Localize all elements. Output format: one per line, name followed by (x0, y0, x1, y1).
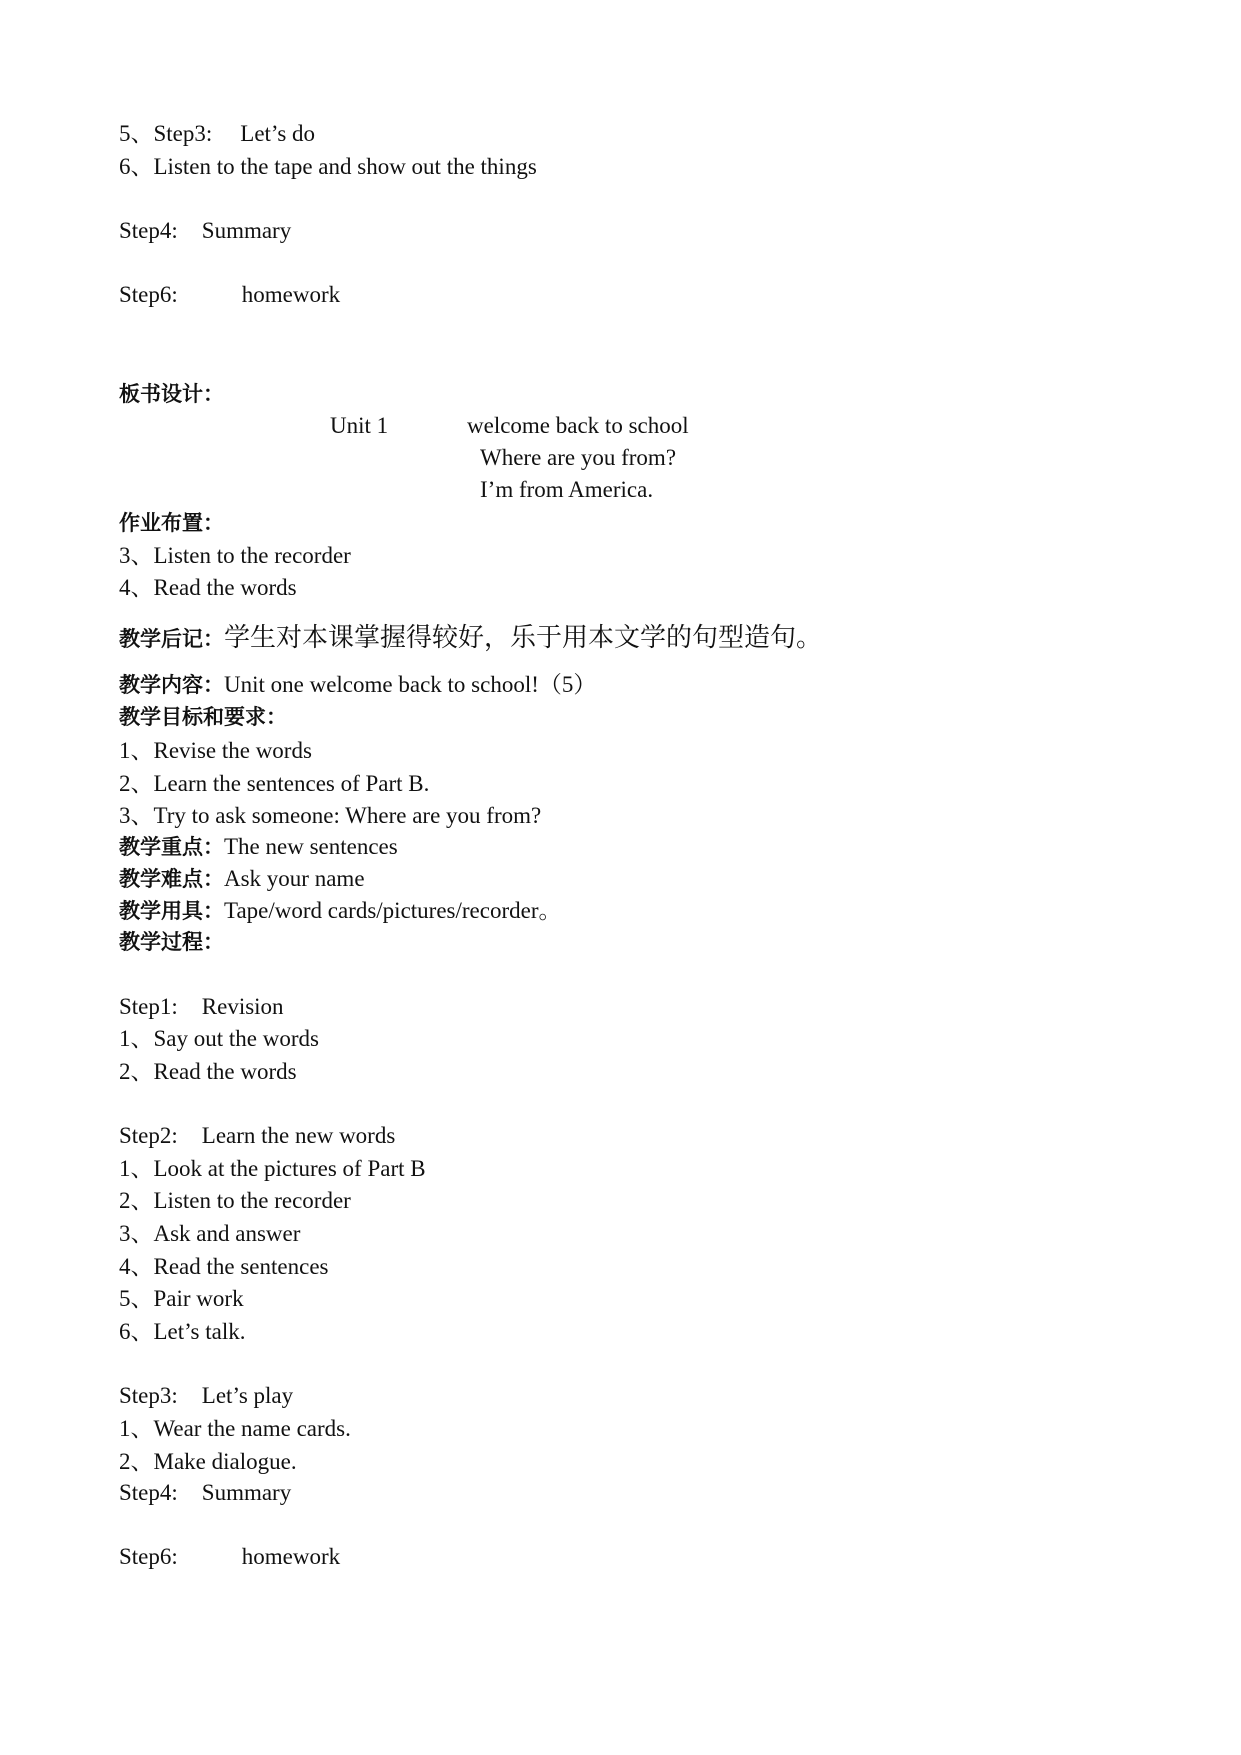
reflection-line (119, 619, 822, 657)
line-step3-lets-do (119, 118, 315, 150)
goal-item (119, 800, 541, 832)
step2-item (119, 1185, 351, 1217)
step-label: Step3: (119, 1383, 178, 1408)
item-number: 4、 (119, 575, 154, 600)
item-text: Wear the name cards. (153, 1416, 351, 1441)
item-number: 1、 (119, 738, 154, 763)
item-number: 1、 (119, 1416, 154, 1441)
line-step3-play (119, 1380, 293, 1412)
item-number: 3、 (119, 803, 154, 828)
item-number: 6、 (119, 1319, 154, 1344)
step1-item (119, 1056, 297, 1088)
item-number: 4、 (119, 1254, 154, 1279)
item-text: Listen to the recorder (153, 1188, 351, 1213)
item-text: Read the sentences (153, 1254, 329, 1279)
item-text: Listen to the recorder (153, 543, 351, 568)
key-text: The new sentences (224, 834, 398, 859)
board-unit: Unit 1 (330, 413, 389, 438)
goal-item (119, 768, 429, 800)
step-label: Step1: (119, 994, 178, 1019)
line-step4-summary (119, 215, 291, 247)
homework-item (119, 572, 297, 604)
step-label: Step2: (119, 1123, 178, 1148)
item-text: Revise the words (153, 738, 312, 763)
line-step4-summary-2 (119, 1477, 291, 1509)
step-text: Summary (201, 1480, 292, 1505)
step-text: Learn the new words (201, 1123, 396, 1148)
item-number: 5、 (119, 121, 154, 146)
step-label: Step3: (153, 121, 213, 146)
item-text: Try to ask someone: Where are you from? (153, 803, 542, 828)
board-answer: I’m from America. (480, 477, 654, 502)
reflection-label: 教学后记： (119, 627, 224, 651)
item-number: 2、 (119, 1449, 154, 1474)
item-text: Pair work (153, 1286, 244, 1311)
step2-item (119, 1218, 300, 1250)
step-text: Summary (201, 218, 292, 243)
difficult-point-line (119, 863, 365, 895)
tools-label: 教学用具： (119, 899, 224, 923)
line-listen-tape (119, 151, 537, 183)
step-text: Let’s do (240, 121, 316, 146)
board-question: Where are you from? (480, 445, 677, 470)
step3-item (119, 1413, 351, 1445)
step-label: Step4: (119, 1480, 178, 1505)
line-step6-homework-2 (119, 1541, 340, 1573)
line-step1-revision (119, 991, 284, 1023)
step-label: Step6: (119, 1544, 178, 1569)
item-number: 3、 (119, 1221, 154, 1246)
content-text: Unit one welcome back to school!（5） (224, 672, 597, 697)
item-text: Read the words (153, 575, 297, 600)
content-label: 教学内容： (119, 673, 224, 697)
step2-item (119, 1283, 244, 1315)
board-title: welcome back to school (467, 413, 689, 438)
line-step6-homework (119, 279, 340, 311)
item-number: 1、 (119, 1026, 154, 1051)
item-number: 5、 (119, 1286, 154, 1311)
key-label: 教学重点： (119, 835, 224, 859)
step-label: Step6: (119, 282, 178, 307)
key-point-line (119, 831, 398, 863)
item-number: 6、 (119, 154, 154, 179)
difficult-label: 教学难点： (119, 867, 224, 891)
step2-item (119, 1153, 426, 1185)
line-step2-learn (119, 1120, 395, 1152)
item-text: Read the words (153, 1059, 297, 1084)
step-label: Step4: (119, 218, 178, 243)
reflection-text: 学生对本课掌握得较好，乐于用本文学的句型造句。 (224, 623, 823, 653)
homework-label: 作业布置： (119, 511, 224, 535)
step-text: Let’s play (201, 1383, 294, 1408)
lesson-content-line (119, 669, 596, 701)
item-text: Learn the sentences of Part B. (153, 771, 430, 796)
step-text: homework (241, 1544, 341, 1569)
step-text: homework (241, 282, 341, 307)
item-text: Listen to the tape and show out the things (153, 154, 537, 179)
board-design-label: 板书设计： (119, 382, 224, 406)
step-text: Revision (201, 994, 284, 1019)
item-number: 1、 (119, 1156, 154, 1181)
item-text: Ask and answer (153, 1221, 301, 1246)
item-text: Make dialogue. (153, 1449, 297, 1474)
step2-item (119, 1251, 328, 1283)
tools-line (119, 895, 562, 927)
item-number: 2、 (119, 771, 154, 796)
item-number: 3、 (119, 543, 154, 568)
goal-item (119, 735, 312, 767)
item-text: Let’s talk. (153, 1319, 246, 1344)
homework-item (119, 540, 351, 572)
item-number: 2、 (119, 1188, 154, 1213)
item-text: Look at the pictures of Part B (153, 1156, 426, 1181)
goals-label: 教学目标和要求： (119, 705, 287, 729)
process-label: 教学过程： (119, 930, 224, 954)
item-text: Say out the words (153, 1026, 319, 1051)
step2-item (119, 1316, 245, 1348)
tools-text: Tape/word cards/pictures/recorder。 (224, 898, 562, 923)
item-number: 2、 (119, 1059, 154, 1084)
difficult-text: Ask your name (224, 866, 365, 891)
step1-item (119, 1023, 319, 1055)
step3-item (119, 1446, 297, 1478)
